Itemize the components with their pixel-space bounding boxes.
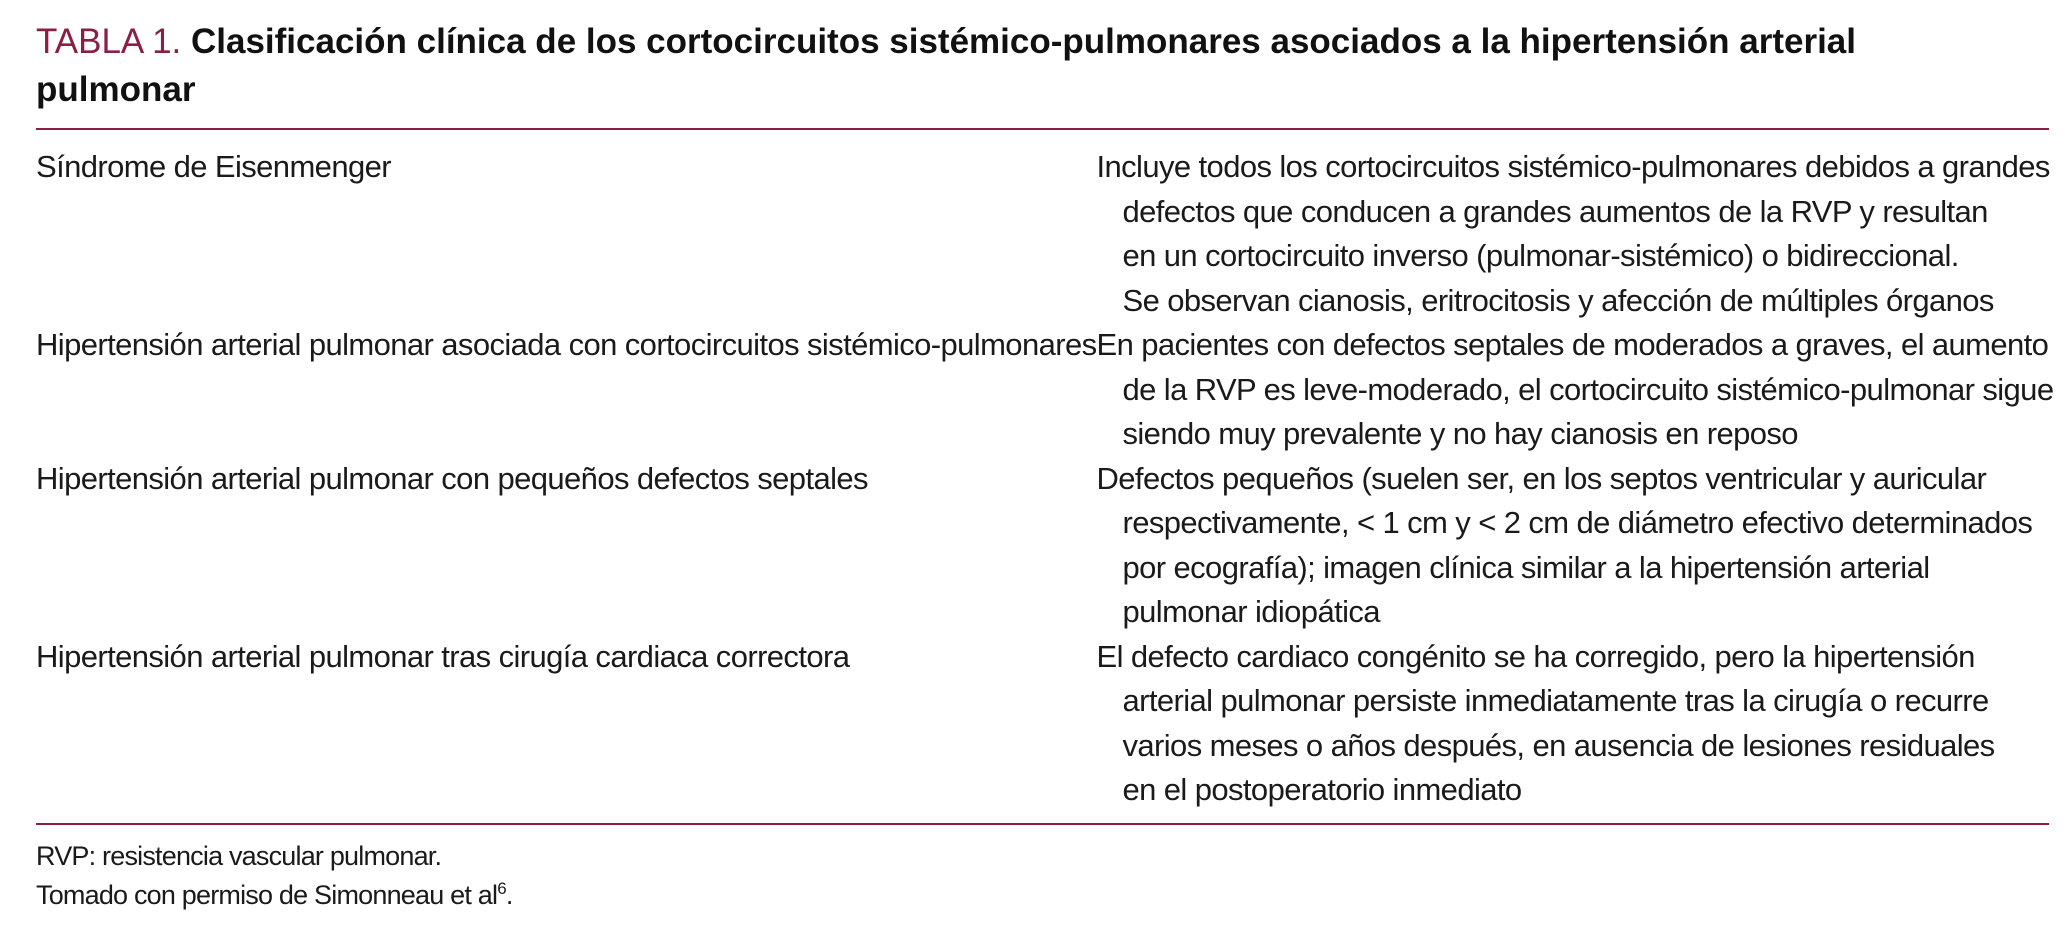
- top-rule: [36, 128, 2049, 130]
- description-line: arterial pulmonar persiste inmediatamente tras la cirugía o recurre: [1122, 683, 1989, 718]
- description-line: Defectos pequeños (suelen ser, en los septos ventricular y auricular: [1096, 460, 1987, 496]
- table-row: [36, 457, 2053, 635]
- row-description: [1097, 323, 2054, 457]
- description-line: El defecto cardiaco congénito se ha corregido, pero la hipertensión: [1096, 638, 1975, 674]
- row-term: Hipertensión arterial pulmonar asociada con cortocircuitos sistémico-pulmonares: [36, 327, 1097, 362]
- row-term: Hipertensión arterial pulmonar con pequeños defectos septales: [36, 460, 868, 496]
- abbreviation-note: RVP: resistencia vascular pulmonar.: [36, 840, 442, 871]
- classification-table: [36, 145, 2053, 813]
- table-title-continuation: pulmonar: [36, 70, 196, 109]
- description-line: Se observan cianosis, eritrocitosis y afección de múltiples órganos: [1122, 282, 1994, 318]
- row-description: [1097, 457, 2054, 635]
- table-title: Clasificación clínica de los cortocircuitos sistémico-pulmonares asociados a la hipertensión arterial: [191, 22, 1856, 61]
- description-line: Incluye todos los cortocircuitos sistémico-pulmonares debidos a grandes: [1096, 149, 2050, 184]
- row-term: Síndrome de Eisenmenger: [36, 149, 391, 184]
- table-row: [36, 323, 2053, 457]
- source-period: .: [505, 879, 513, 910]
- reference-number: 6: [497, 878, 506, 898]
- row-description: [1097, 635, 2054, 813]
- bottom-rule: [36, 823, 2049, 825]
- description-line: varios meses o años después, en ausencia de lesiones residuales: [1122, 727, 1995, 763]
- description-line: En pacientes con defectos septales de moderados a graves, el aumento: [1096, 327, 2049, 362]
- row-description: [1097, 145, 2054, 323]
- description-line: respectivamente, < 1 cm y < 2 cm de diámetro efectivo determinados: [1122, 505, 2033, 540]
- description-line: siendo muy prevalente y no hay cianosis en reposo: [1122, 416, 1798, 451]
- row-term: Hipertensión arterial pulmonar tras cirugía cardiaca correctora: [36, 638, 850, 674]
- table-figure: [36, 18, 2054, 915]
- description-line: en un cortocircuito inverso (pulmonar-sistémico) o bidireccional.: [1122, 238, 1959, 273]
- source-text: Tomado con permiso de Simonneau et al: [36, 879, 498, 910]
- description-line: de la RVP es leve-moderado, el cortocircuito sistémico-pulmonar sigue: [1122, 371, 2054, 407]
- source-note: [36, 876, 2049, 915]
- description-line: por ecografía); imagen clínica similar a la hipertensión arterial: [1122, 549, 1930, 585]
- description-line: en el postoperatorio inmediato: [1122, 772, 1522, 807]
- table-caption: [36, 18, 2049, 114]
- table-label: TABLA 1.: [36, 22, 182, 61]
- description-line: pulmonar idiopática: [1122, 594, 1380, 629]
- table-row: [36, 145, 2053, 323]
- description-line: defectos que conducen a grandes aumentos de la RVP y resultan: [1122, 193, 1988, 229]
- table-row: [36, 635, 2053, 813]
- table-footnotes: [36, 837, 2049, 915]
